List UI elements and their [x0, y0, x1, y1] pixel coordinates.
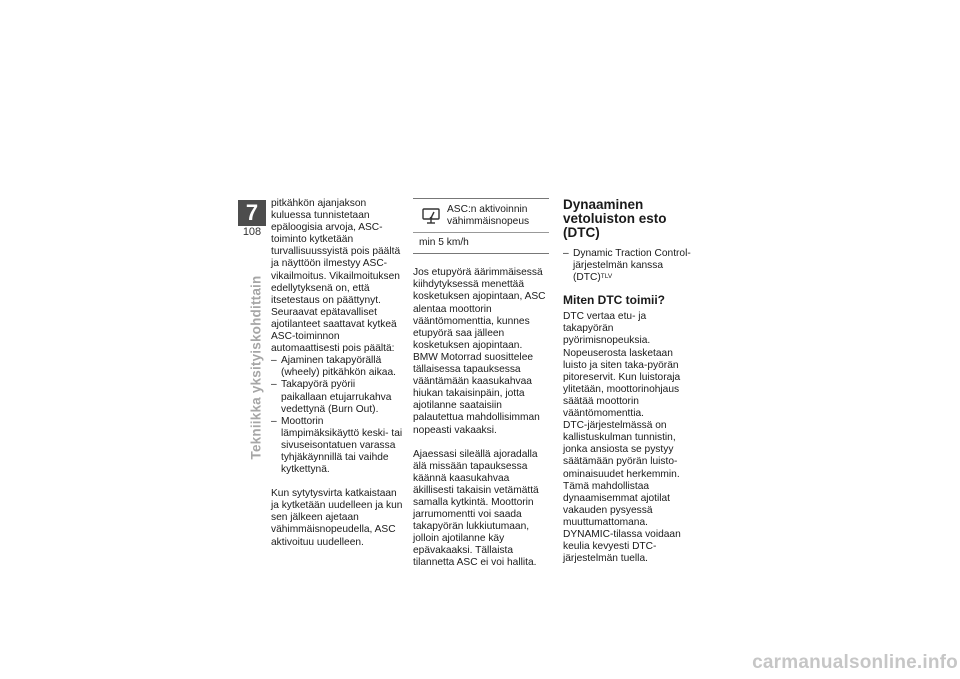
paragraph: DTC-järjestelmässä on kallistuskulman tunnistin, jonka ansiosta se pystyy säätämään pyörän luisto-ominaisuudet herkemmin. Tämä mahdollistaa dynaamisemmat ajotilat vakauden pysyessä muuttumattomana. DYNAMIC-tilassa voidaan keulia kevyesti DTC-järjestelmän tuella.: [563, 420, 681, 565]
list-item-text: Dynamic Traction Control-järjestelmän kanssa (DTC): [573, 248, 691, 284]
info-note: ASC:n aktivoinnin vähimmäisnopeus: [447, 204, 530, 228]
subheading: Miten DTC toimii?: [563, 293, 665, 308]
paragraph: Jos etupyörä äärimmäisessä kiihdytyksessä menettää kosketuksen ajopintaan, ASC alentaa moottorin vääntömomenttia, kunnes etupyörä saa jälleen kosketuksen ajopintaan.: [413, 267, 546, 351]
section-heading: Dynaaminen vetoluiston esto (DTC): [563, 197, 667, 240]
list-item: – Moottorin lämpimäksikäyttö keski- tai sivuseisontatuen varassa tyhjäkäynnillä tai vaihde kytkettynä.: [271, 416, 403, 476]
list-item: [563, 248, 699, 284]
section-title: Tekniikka yksityiskohdittain: [248, 275, 264, 460]
bullet-list: [563, 248, 699, 284]
bullet-list: [271, 355, 403, 476]
paragraph: Seuraavat epätavalliset ajotilanteet saattavat kytkeä ASC-toiminnon automaattisesti pois päältä:: [271, 306, 397, 355]
speed-limit-value: min 5 km/h: [413, 232, 549, 253]
info-table: [413, 198, 549, 254]
watermark: carmanualsonline.info: [752, 652, 958, 673]
superscript-note: TLV: [600, 273, 613, 281]
paragraph: DTC vertaa etu- ja takapyörän pyörimisnopeuksia. Nopeuserosta lasketaan luisto ja siten taka-pyörän pitoreservit. Kun luistoraja ylitetään, moottorinohjaus säätää moottorin vääntömomenttia.: [563, 311, 681, 420]
paragraph: pitkähkön ajanjakson kuluessa tunnistetaan epäloogisia arvoja, ASC-toiminto kytketään turvallisuussyistä pois päältä ja näyttöön ilmestyy ASC-vikailmoitus. Vikailmoituksen edellytyksenä on, että itsetestaus on päättynyt.: [271, 198, 401, 306]
list-item: – Ajaminen takapyörällä (wheely) pitkähkön aikaa.: [271, 355, 403, 379]
chapter-number: 7: [238, 200, 266, 226]
paragraph: BMW Motorrad suosittelee tällaisessa tapauksessa vääntämään kaasukahvaa hiukan takaisinpäin, jotta ajotilanne saataisiin palautettua mahdollisimman nopeasti vakaaksi.: [413, 351, 540, 436]
page-number: 108: [242, 226, 262, 238]
chapter-sidebar: [238, 200, 270, 460]
text-column-2: [413, 198, 549, 570]
text-column-1: [271, 198, 403, 549]
speedometer-icon: [421, 206, 441, 226]
text-column-3: [563, 198, 699, 565]
paragraph: Kun sytytysvirta katkaistaan ja kytketään uudelleen ja kun sen jälkeen ajetaan vähimmäisnopeudella, ASC aktivoituu uudelleen.: [271, 488, 403, 548]
paragraph: Ajaessasi sileällä ajoradalla älä missään tapauksessa käännä kaasukahvaa äkillisesti takaisin vetämättä samalla kytkintä. Moottorin jarrumomentti voi saada takapyörän lukkiutumaan, jolloin ajotilanne käy epävakaaksi. Tällaista tilannetta ASC ei voi hallita.: [413, 448, 539, 569]
list-item: – Takapyörä pyörii paikallaan etujarrukahva vedettynä (Burn Out).: [271, 379, 403, 415]
